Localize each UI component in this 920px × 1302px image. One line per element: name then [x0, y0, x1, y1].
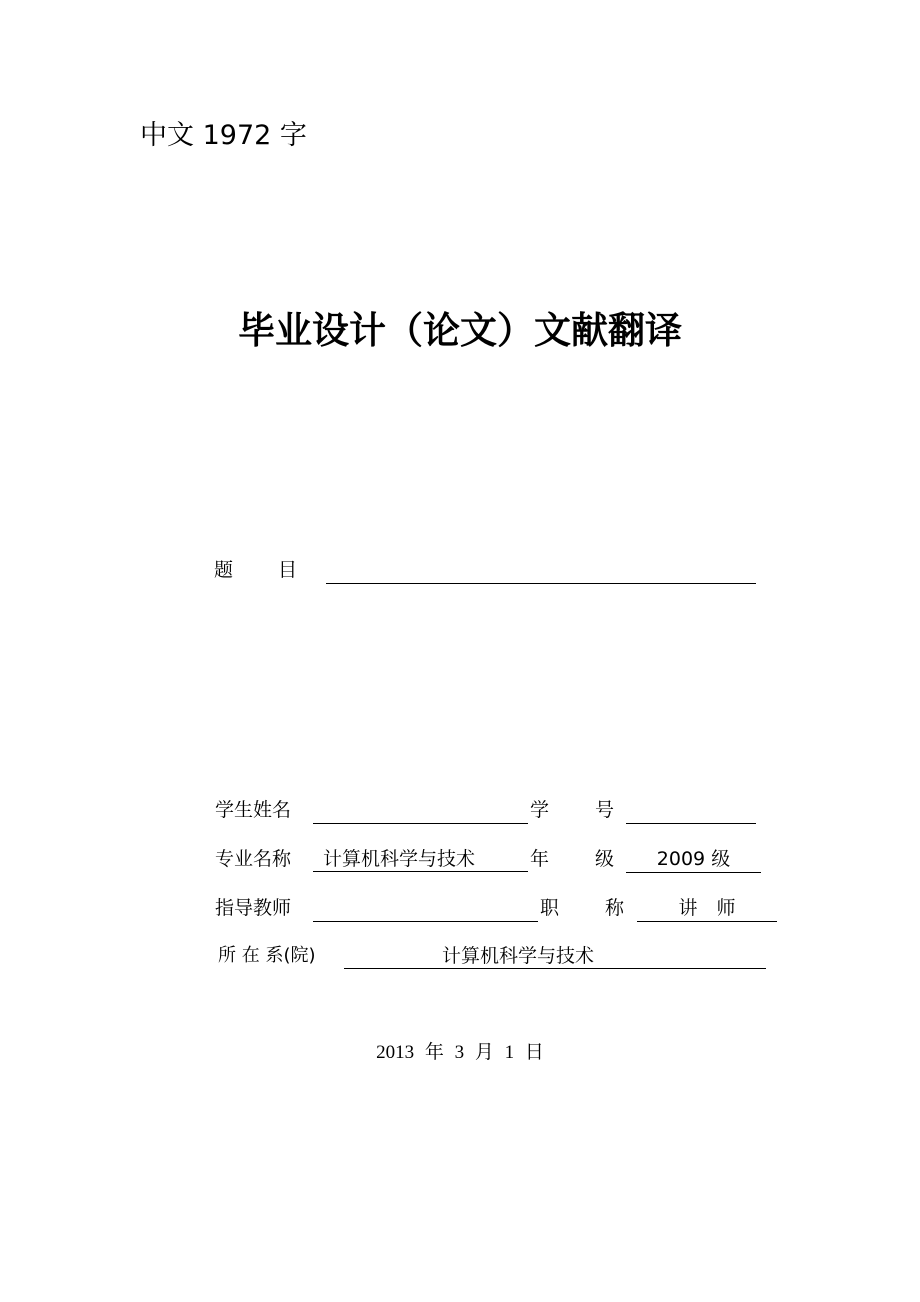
- advisor-field[interactable]: [313, 895, 538, 922]
- student-name-field[interactable]: [313, 797, 528, 824]
- advisor-title-field[interactable]: 讲 师: [637, 895, 777, 922]
- advisor-title-label-char-1: 职: [540, 897, 560, 919]
- student-id-label-char-1: 学: [530, 799, 550, 821]
- word-count-label: 中文 1972 字: [140, 120, 307, 151]
- grade-label-char-1: 年: [530, 848, 550, 870]
- student-id-label-char-2: 号: [595, 799, 615, 821]
- submission-date: 2013 年 3 月 1 日: [376, 1042, 544, 1063]
- department-field[interactable]: 计算机科学与技术: [344, 943, 766, 969]
- student-id-field[interactable]: [626, 797, 756, 824]
- topic-field[interactable]: [326, 557, 756, 584]
- grade-field[interactable]: 2009 级: [626, 846, 761, 873]
- major-field[interactable]: 计算机科学与技术: [313, 846, 528, 872]
- page-title: 毕业设计（论文）文献翻译: [238, 309, 682, 352]
- grade-label-char-2: 级: [595, 848, 615, 870]
- student-name-label: 学生姓名: [215, 799, 292, 821]
- department-label: 所 在 系(院): [218, 945, 316, 966]
- topic-label-char-2: 目: [278, 559, 298, 581]
- advisor-label: 指导教师: [215, 897, 292, 919]
- advisor-title-label-char-2: 称: [605, 897, 625, 919]
- topic-label-char-1: 题: [214, 559, 234, 581]
- major-label: 专业名称: [215, 848, 292, 870]
